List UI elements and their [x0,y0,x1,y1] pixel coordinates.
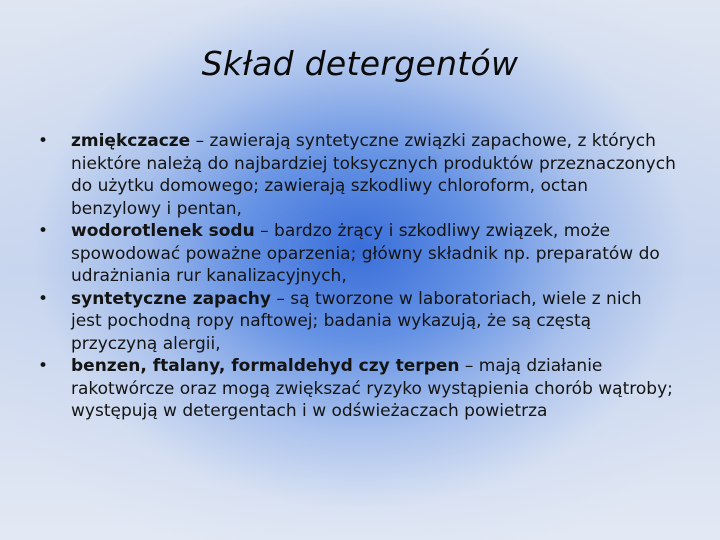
bullet-icon: • [38,356,49,376]
list-item [36,130,676,220]
item-description: – zawierają syntetyczne związki zapachowe, z których niektóre należą do najbardziej toksycznych produktów przeznaczonych do użytku domowego; zawierają szkodliwy chloroform, octan benzylowy i pentan, [71,131,676,219]
bullet-icon: • [38,131,49,151]
item-description: – bardzo żrący i szkodliwy związek, może spowodować poważne oparzenia; główny składnik np. preparatów do udrażniania rur kanalizacyjnych, [71,221,660,286]
bullet-icon: • [38,221,49,241]
item-description: – są tworzone w laboratoriach, wiele z nich jest pochodną ropy naftowej; badania wykazują, że są częstą przyczyną alergii, [71,288,642,354]
list-item [36,220,676,288]
item-term: syntetyczne zapachy [71,288,271,309]
item-description: – mają działanie rakotwórcze oraz mogą zwiększać ryzyko wystąpienia chorób wątroby; występują w detergentach i w odświeżaczach powietrza [71,356,673,421]
item-term: zmiękczacze [71,131,191,151]
item-term: benzen, ftalany, formaldehyd czy terpen [71,356,460,376]
bullet-icon: • [38,288,49,309]
slide-title: Skład detergentów [201,44,519,83]
item-term: wodorotlenek sodu [71,221,255,241]
bullet-list [36,130,676,423]
list-item [36,355,676,423]
list-item [36,288,676,356]
